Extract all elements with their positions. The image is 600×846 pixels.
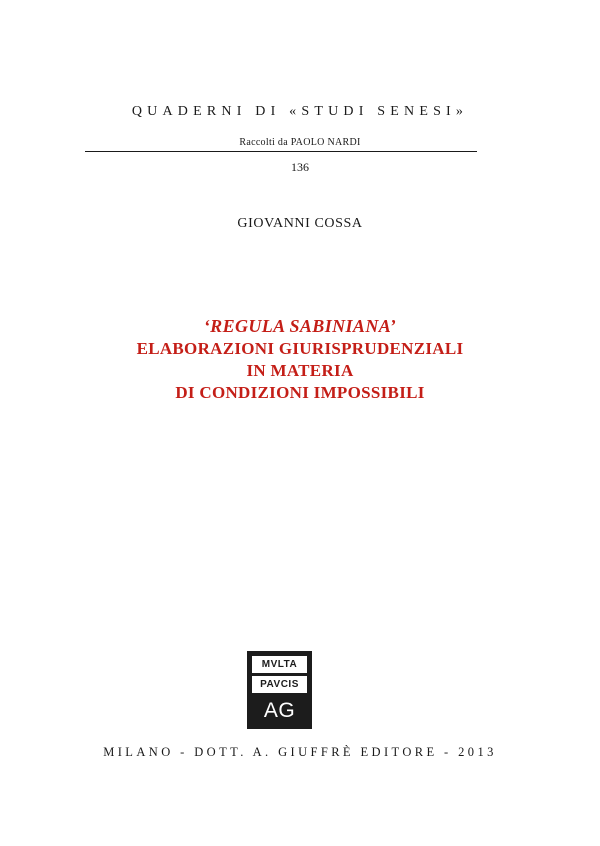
publisher-logo-monogram: AG — [263, 699, 296, 722]
volume-number: 136 — [291, 160, 309, 174]
book-subtitle-line-2: IN MATERIA — [246, 361, 354, 380]
book-title: ‘REGULA SABINIANA’ — [203, 316, 397, 336]
series-title: QUADERNI DI «STUDI SENESI» — [131, 104, 469, 119]
publisher-logo — [247, 651, 312, 729]
book-subtitle-line-3: DI CONDIZIONI IMPOSSIBILI — [175, 383, 425, 402]
series-divider — [85, 151, 477, 152]
publisher-imprint: MILANO - DOTT. A. GIUFFRÈ EDITORE - 2013 — [103, 745, 497, 759]
book-title-block — [0, 314, 600, 404]
publisher-logo-motto-line-1: MVLTA — [252, 656, 307, 673]
book-subtitle-line-1: ELABORAZIONI GIURISPRUDENZIALI — [136, 339, 464, 358]
author-name: GIOVANNI COSSA — [237, 216, 363, 231]
series-editor-line: Raccolti da PAOLO NARDI — [239, 137, 361, 148]
publisher-logo-motto-line-2: PAVCIS — [252, 676, 307, 693]
